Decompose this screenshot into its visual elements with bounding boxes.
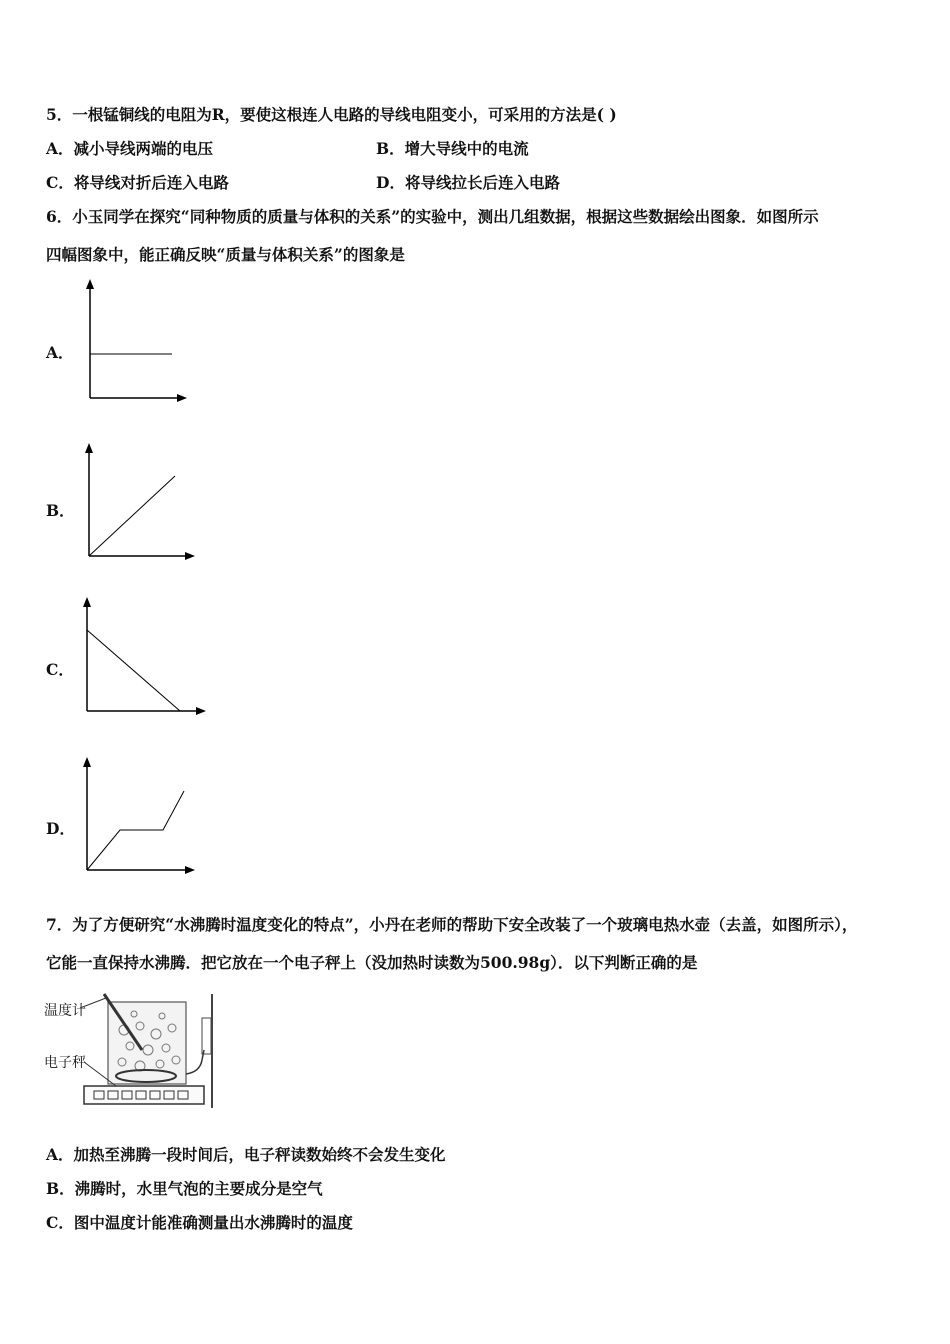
q5-option-b[interactable]: B．增大导线中的电流 — [376, 139, 529, 158]
thermometer-leader — [80, 998, 106, 1008]
electronic-scale — [84, 1086, 204, 1104]
stand-clamp — [202, 1018, 211, 1054]
graph-c-x-arrow — [196, 707, 206, 715]
graph-c-label[interactable]: C． — [46, 660, 74, 679]
q5-stem: 5．一根锰铜线的电阻为R，要使这根连人电路的导线电阻变小，可采用的方法是( ) — [46, 105, 617, 124]
graph-c-line — [87, 630, 180, 711]
graph-d-x-arrow — [185, 866, 195, 874]
graph-d — [78, 756, 200, 881]
kettle-figure — [42, 990, 222, 1110]
q7-option-c[interactable]: C．图中温度计能准确测量出水沸腾时的温度 — [46, 1213, 353, 1232]
graph-b-x-arrow — [185, 552, 195, 560]
graph-b-line — [89, 476, 175, 556]
graph-d-label[interactable]: D． — [46, 819, 75, 838]
beaker — [108, 1002, 186, 1084]
thermometer-label: 温度计 — [44, 1003, 86, 1019]
graph-b — [80, 442, 200, 567]
graph-b-label[interactable]: B． — [46, 501, 75, 520]
graph-a-x-arrow — [177, 394, 187, 402]
graph-c — [78, 596, 210, 721]
graph-a — [80, 278, 190, 408]
graph-d-y-arrow — [83, 757, 91, 767]
q7-stem-line1: 7．为了方便研究“水沸腾时温度变化的特点”，小丹在老师的帮助下安全改装了一个玻璃电热水壶（去盖，如图所示）， — [46, 915, 858, 934]
scale-label: 电子秤 — [44, 1055, 86, 1071]
q7-option-a[interactable]: A．加热至沸腾一段时间后，电子秤读数始终不会发生变化 — [46, 1145, 446, 1164]
q7-option-b[interactable]: B．沸腾时，水里气泡的主要成分是空气 — [46, 1179, 323, 1198]
power-cable — [186, 1050, 204, 1074]
q5-option-a[interactable]: A．减小导线两端的电压 — [46, 139, 214, 158]
q5-option-c[interactable]: C．将导线对折后连入电路 — [46, 173, 229, 192]
graph-a-y-arrow — [86, 279, 94, 289]
graph-d-line — [87, 791, 184, 870]
graph-c-y-arrow — [83, 597, 91, 607]
q6-stem-line1: 6．小玉同学在探究“同种物质的质量与体积的关系”的实验中，测出几组数据，根据这些数据绘出图象．如图所示 — [46, 207, 819, 226]
graph-a-label[interactable]: A． — [46, 343, 74, 362]
q7-stem-line2: 它能一直保持水沸腾．把它放在一个电子秤上（没加热时读数为500.98g）．以下判断正确的是 — [46, 953, 698, 972]
q6-stem-line2: 四幅图象中，能正确反映“质量与体积关系”的图象是 — [46, 245, 405, 264]
q5-option-d[interactable]: D．将导线拉长后连入电路 — [376, 173, 560, 192]
graph-b-y-arrow — [85, 443, 93, 453]
